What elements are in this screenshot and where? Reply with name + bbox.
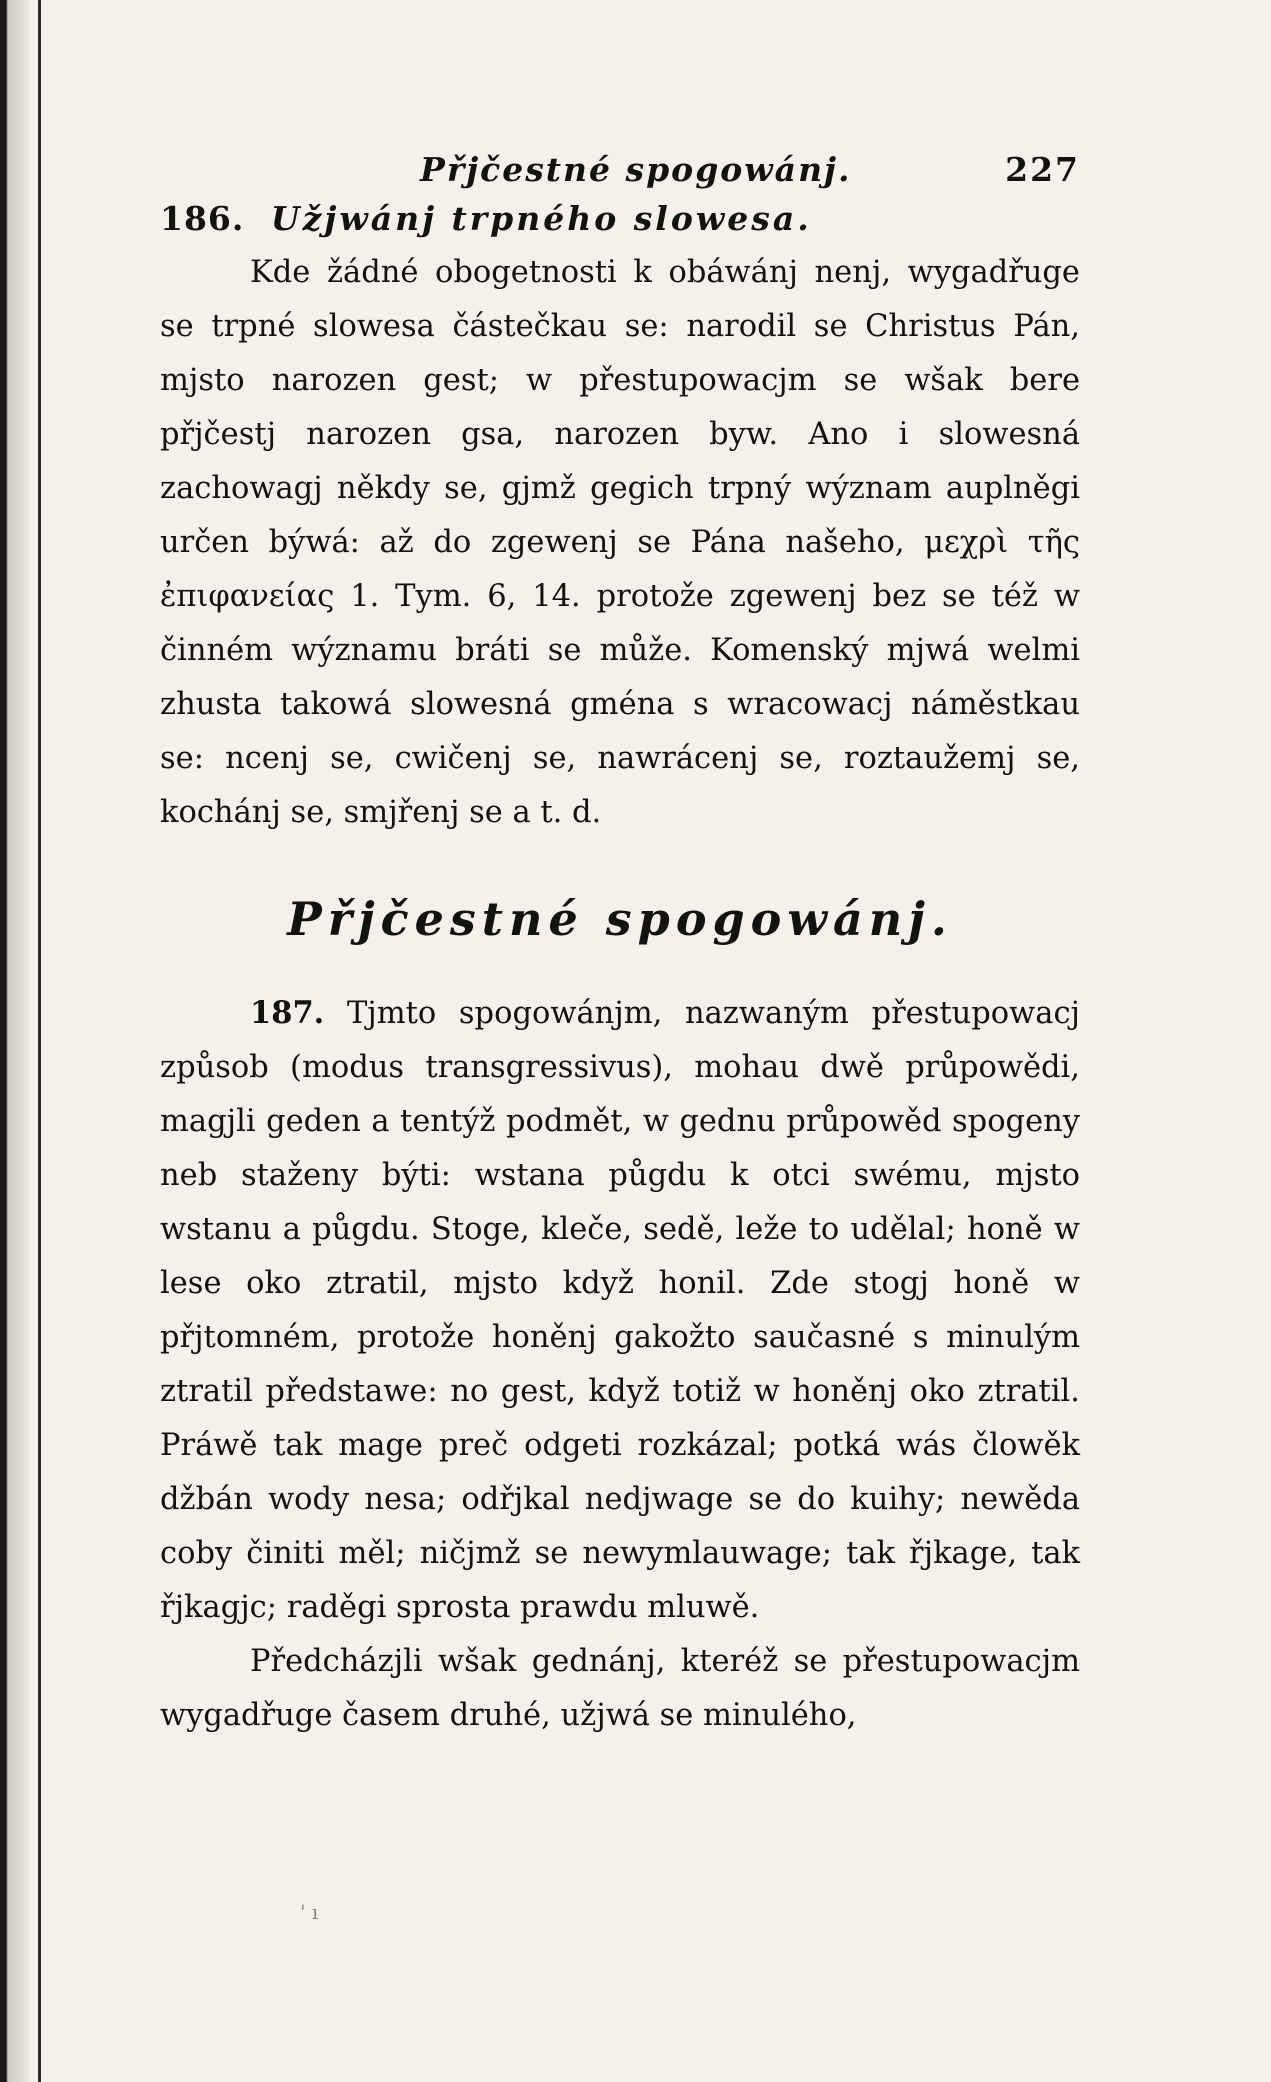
section-title: Užjwánj trpného slowesa. (270, 199, 812, 238)
section-187-body (160, 986, 1080, 1635)
stray-mark: ' ı (300, 1900, 319, 1924)
section-number: 187. (250, 995, 325, 1031)
page-number: 227 (1005, 150, 1080, 189)
section-number: 186. (160, 199, 245, 238)
chapter-title: Přjčestné spogowánj. (287, 892, 953, 946)
section-186-body: Kde žádné obogetnosti k obáwánj nenj, wygadřuge se trpné slowesa částečkau se: narodil se Christus Pán, mjsto narozen gest; w přestupowacjm se wšak bere přjčestj narozen gsa, narozen byw. Ano i slowesná zachowagj někdy se, gjmž gegich trpný wýznam auplněgi určen býwá: až do zgewenj se Pána našeho, μεχρὶ τῆς ἐπιφανείας 1. Tym. 6, 14. protože zgewenj bez se též w činném wýznamu bráti se může. Komenský mjwá welmi zhusta takowá slowesná gména s wracowacj náměstkau se: ncenj se, cwičenj se, nawrácenj se, roztaužemj se, kochánj se, smjřenj se a t. d. (160, 255, 1080, 830)
section-187-text: Tjmto spogowánjm, nazwaným přestupowacj způsob (modus transgressivus), mohau dwě průpowědi, magjli geden a tentýž podmět, w gednu průpowěd spogeny neb staženy býti: wstana půgdu k otci swému, mjsto wstanu a půgdu. Stoge, kleče, sedě, leže to udělal; honě w lese oko ztratil, mjsto když honil. Zde stogj honě w přjtomném, protože honěnj gakožto saučasné s minulým ztratil předstawe: no gest, když totiž w honěnj oko ztratil. Práwě tak mage preč odgeti rozkázal; potká wás člowěk džbán wody nesa; odřjkal nedjwage se do kuihy; newěda coby činiti měl; ničjmž se newymlauwage; tak řjkage, tak řjkagjc; raděgi sprosta prawdu mluwě. (160, 996, 1081, 1625)
page-edge-shadow (0, 0, 30, 2082)
running-head (160, 150, 1080, 189)
book-page (160, 150, 1080, 1743)
paragraph-3: Předcházjli wšak gednánj, kteréž se přestupowacjm wygadřuge časem druhé, užjwá se minulého, (160, 1644, 1080, 1733)
running-head-title: Přjčestné spogowánj. (420, 150, 852, 189)
section-186-heading (160, 199, 1080, 238)
binding-line (38, 0, 41, 2082)
